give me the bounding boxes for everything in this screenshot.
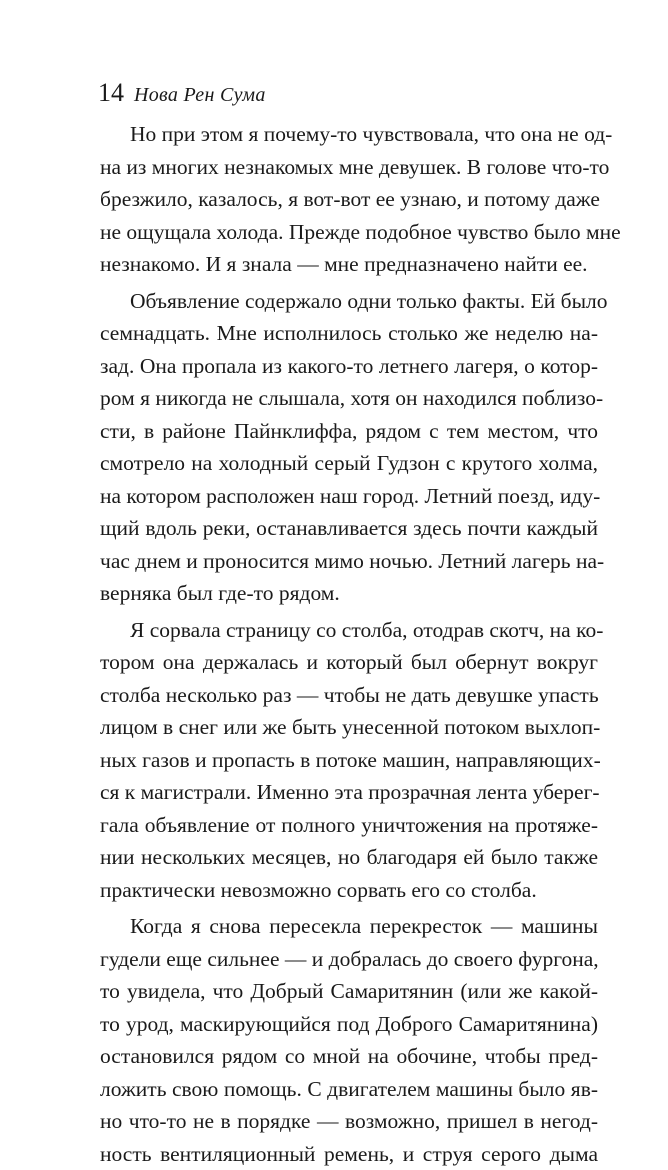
text-line: Когда я снова пересекла перекресток — машины: [100, 910, 598, 943]
text-line: сти, в районе Пайнклиффа, рядом с тем местом, что: [100, 415, 598, 448]
text-line: гала объявление от полного уничтожения на протяже-: [100, 809, 598, 842]
text-line: остановился рядом со мной на обочине, чтобы пред-: [100, 1040, 598, 1073]
text-line: столба несколько раз — чтобы не дать девушке упасть: [100, 679, 598, 712]
text-line: зад. Она пропала из какого-то летнего лагеря, о котор-: [100, 350, 598, 383]
text-line: брезжило, казалось, я вот-вот ее узнаю, и потому даже: [100, 183, 598, 216]
text-line: щий вдоль реки, останавливается здесь почти каждый: [100, 512, 598, 545]
text-line: тором она держалась и который был обернут вокруг: [100, 646, 598, 679]
author-name: Нова Рен Сума: [134, 84, 266, 106]
text-line: ложить свою помощь. С двигателем машины было яв-: [100, 1073, 598, 1106]
text-line: то урод, маскирующийся под Доброго Самаритянина): [100, 1008, 598, 1041]
text-line: семнадцать. Мне исполнилось столько же неделю на-: [100, 317, 598, 350]
paragraph-3: [100, 614, 598, 907]
text-line: лицом в снег или же быть унесенной потоком выхлоп-: [100, 711, 598, 744]
text-line: на из многих незнакомых мне девушек. В голове что-то: [100, 151, 598, 184]
text-line: смотрело на холодный серый Гудзон с крутого холма,: [100, 447, 598, 480]
text-line: то увидела, что Добрый Самаритянин (или же какой-: [100, 975, 598, 1008]
text-line: Я сорвала страницу со столба, отодрав скотч, на ко-: [100, 614, 598, 647]
text-line: ром я никогда не слышала, хотя он находился поблизо-: [100, 382, 598, 415]
text-line: незнакомо. И я знала — мне предназначено найти ее.: [100, 248, 598, 281]
text-line: нии нескольких месяцев, но благодаря ей было также: [100, 841, 598, 874]
text-line: на котором расположен наш город. Летний поезд, иду-: [100, 480, 598, 513]
text-line: но что-то не в порядке — возможно, пришел в негод-: [100, 1105, 598, 1138]
paragraph-1: [100, 118, 598, 281]
paragraph-4: [100, 910, 598, 1170]
text-line: верняка был где-то рядом.: [100, 577, 598, 610]
text-line: Но при этом я почему-то чувствовала, что она не од-: [100, 118, 598, 151]
text-line: практически невозможно сорвать его со столба.: [100, 874, 598, 907]
text-line: ных газов и пропасть в потоке машин, направляющих-: [100, 744, 598, 777]
page-number: 14: [98, 78, 124, 107]
paragraph-2: [100, 285, 598, 610]
text-line: Объявление содержало одни только факты. Ей было: [100, 285, 598, 318]
body-text: [100, 118, 598, 1170]
text-line: ся к магистрали. Именно эта прозрачная лента уберег-: [100, 776, 598, 809]
text-line: ность вентиляционный ремень, и струя серого дыма: [100, 1138, 598, 1170]
text-line: не ощущала холода. Прежде подобное чувство было мне: [100, 216, 598, 249]
text-line: гудели еще сильнее — и добралась до своего фургона,: [100, 943, 598, 976]
text-line: час днем и проносится мимо ночью. Летний лагерь на-: [100, 545, 598, 578]
running-head: [98, 78, 266, 108]
